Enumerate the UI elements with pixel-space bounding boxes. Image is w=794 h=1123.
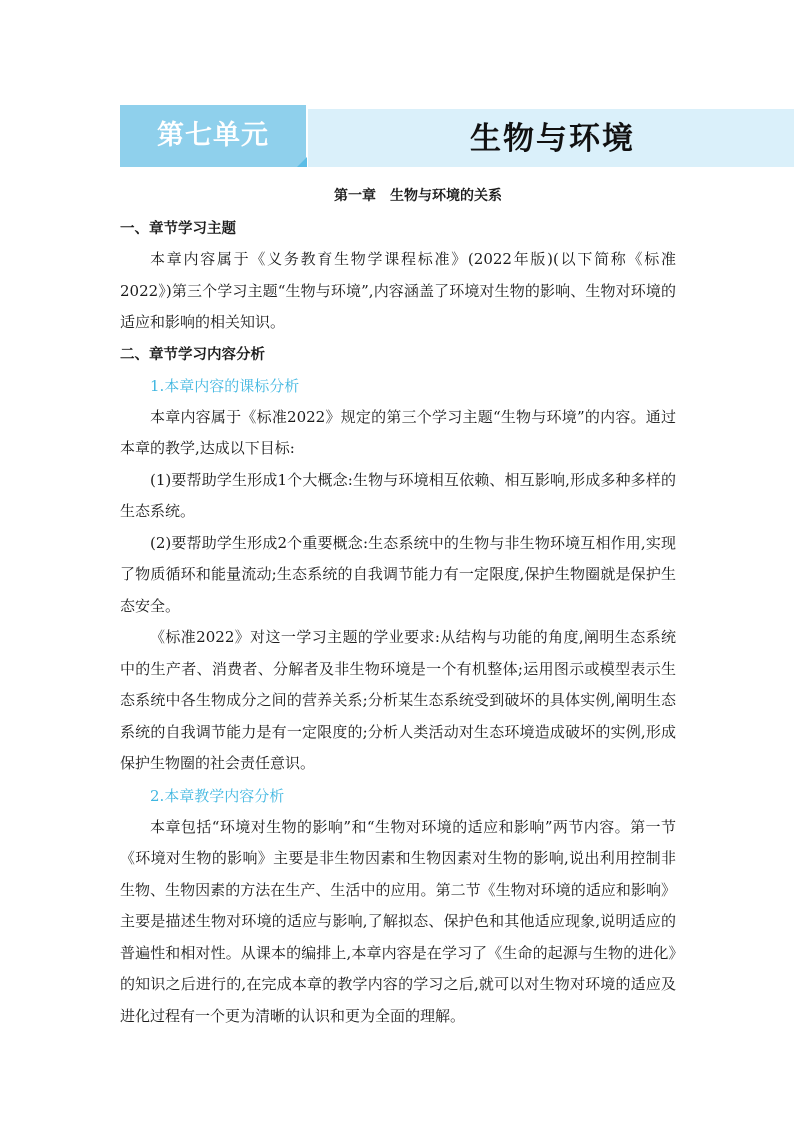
unit-banner <box>120 105 794 167</box>
subheading-content-analysis: 2.本章教学内容分析 <box>150 786 285 805</box>
paragraph: 本章包括“环境对生物的影响”和“生物对环境的适应和影响”两节内容。第一节《环境对生物的影响》主要是非生物因素和生物因素对生物的影响,说出利用控制非生物、生物因素的方法在生产、生活中的应用。第二节《生物对环境的适应和影响》主要是描述生物对环境的适应与影响,了解拟态、保护色和其他适应现象,说明适应的普遍性和相对性。从课本的编排上,本章内容是在学习了《生命的起源与生物的进化》的知识之后进行的,在完成本章的教学内容的学习之后,就可以对生物对环境的适应及进化过程有一个更为清晰的认识和更为全面的理解。 <box>120 817 676 1025</box>
chapter-title: 第一章 生物与环境的关系 <box>334 188 502 204</box>
paragraph: (2)要帮助学生形成2个重要概念:生态系统中的生物与非生物环境互相作用,实现了物质循环和能量流动;生态系统的自我调节能力有一定限度,保护生物圈就是保护生态安全。 <box>120 533 676 615</box>
paragraph: 本章内容属于《标准2022》规定的第三个学习主题“生物与环境”的内容。通过本章的教学,达成以下目标: <box>120 407 676 457</box>
paragraph: 《标准2022》对这一学习主题的学业要求:从结构与功能的角度,阐明生态系统中的生产者、消费者、分解者及非生物环境是一个有机整体;运用图示或模型表示生态系统中各生物成分之间的营养关系;分析某生态系统受到破坏的具体实例,阐明生态系统的自我调节能力是有一定限度的;分析人类活动对生态环境造成破坏的实例,形成保护生物圈的社会责任意识。 <box>120 628 676 772</box>
section-heading-topic: 一、章节学习主题 <box>120 220 236 237</box>
paragraph: 本章内容属于《义务教育生物学课程标准》(2022年版)(以下简称《标准2022》)第三个学习主题“生物与环境”,内容涵盖了环境对生物的影响、生物对环境的适应和影响的相关知识。 <box>120 250 676 331</box>
subheading-standard-analysis: 1.本章内容的课标分析 <box>150 376 300 395</box>
document-body <box>120 183 676 1032</box>
paragraph: (1)要帮助学生形成1个大概念:生物与环境相互依赖、相互影响,形成多种多样的生态系统。 <box>120 470 676 520</box>
unit-label: 第七单元 <box>157 120 269 151</box>
unit-title: 生物与环境 <box>470 121 635 157</box>
section-heading-analysis: 二、章节学习内容分析 <box>120 345 265 363</box>
